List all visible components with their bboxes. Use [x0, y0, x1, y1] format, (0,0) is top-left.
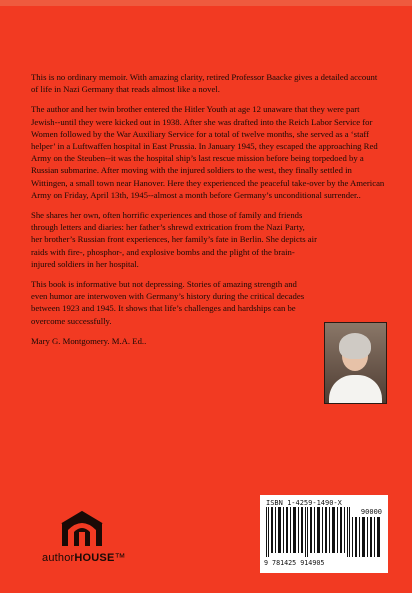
paragraph-story: The author and her twin brother entered the Hitler Youth at age 12 unaware that they were part Jewish--until they were kicked out in 1938. After she was drafted into the Reich Labor Service for Women followed by the War Auxiliary Service for a total of twelve months, she served as a ‘staff helper’ in a Luftwaffen hospital in East Prussia. In January 1945, they escaped the approaching Red Army on the Steuben--it was the hospital ship’s last rescue mission before being torpedoed by a Russian submarine. After moving with the injured soldiers to the west, they finally settled in Wittingen, a small town near Hanover. Here they experienced the peaceful take-over by the American Army on Friday, April 13th, 1945--almost a month before Germany’s unconditional surrender.. — [31, 104, 385, 200]
publisher-name — [42, 552, 134, 564]
author-photo — [324, 322, 387, 404]
paragraph-experiences: She shares her own, often horrific experiences and those of family and friends through letters and diaries: her father’s shrewd extrication from the Nazi Party, her brother’s Russian front experiences, her family’s fate in Berlin. She depicts air raids with fire-, phosphor-, and explosive bombs and the plight of the brain-injured soldiers in her hospital. — [31, 210, 317, 269]
price-barcode — [352, 517, 382, 557]
publisher-logo — [42, 510, 134, 570]
ean-barcode — [266, 507, 350, 557]
publisher-name-part1: author — [42, 552, 75, 564]
blurb-text — [31, 71, 385, 355]
paragraph-intro: This is no ordinary memoir. With amazing clarity, retired Professor Baacke gives a detailed account of life in Nazi Germany that reads almost like a novel. — [31, 72, 378, 95]
trademark: ™ — [114, 552, 126, 564]
paragraph-summary: This book is informative but not depressing. Stories of amazing strength and even humor are interwoven with Germany’s history during the critical decades between 1923 and 1945. It shows that life’s challenges and hardships can be overcome successfully. — [31, 279, 305, 326]
publisher-name-part2: HOUSE — [74, 552, 115, 564]
ean-number: 9 781425 914905 — [264, 559, 325, 567]
isbn-label: ISBN 1-4259-1490-X — [266, 499, 342, 507]
isbn-barcode — [260, 495, 388, 573]
house-arch-logo-icon — [58, 510, 106, 548]
top-edge — [0, 0, 412, 6]
price-code: 90000 — [360, 508, 382, 516]
reviewer-signature: Mary G. Montgomery. M.A. Ed.. — [31, 335, 147, 346]
